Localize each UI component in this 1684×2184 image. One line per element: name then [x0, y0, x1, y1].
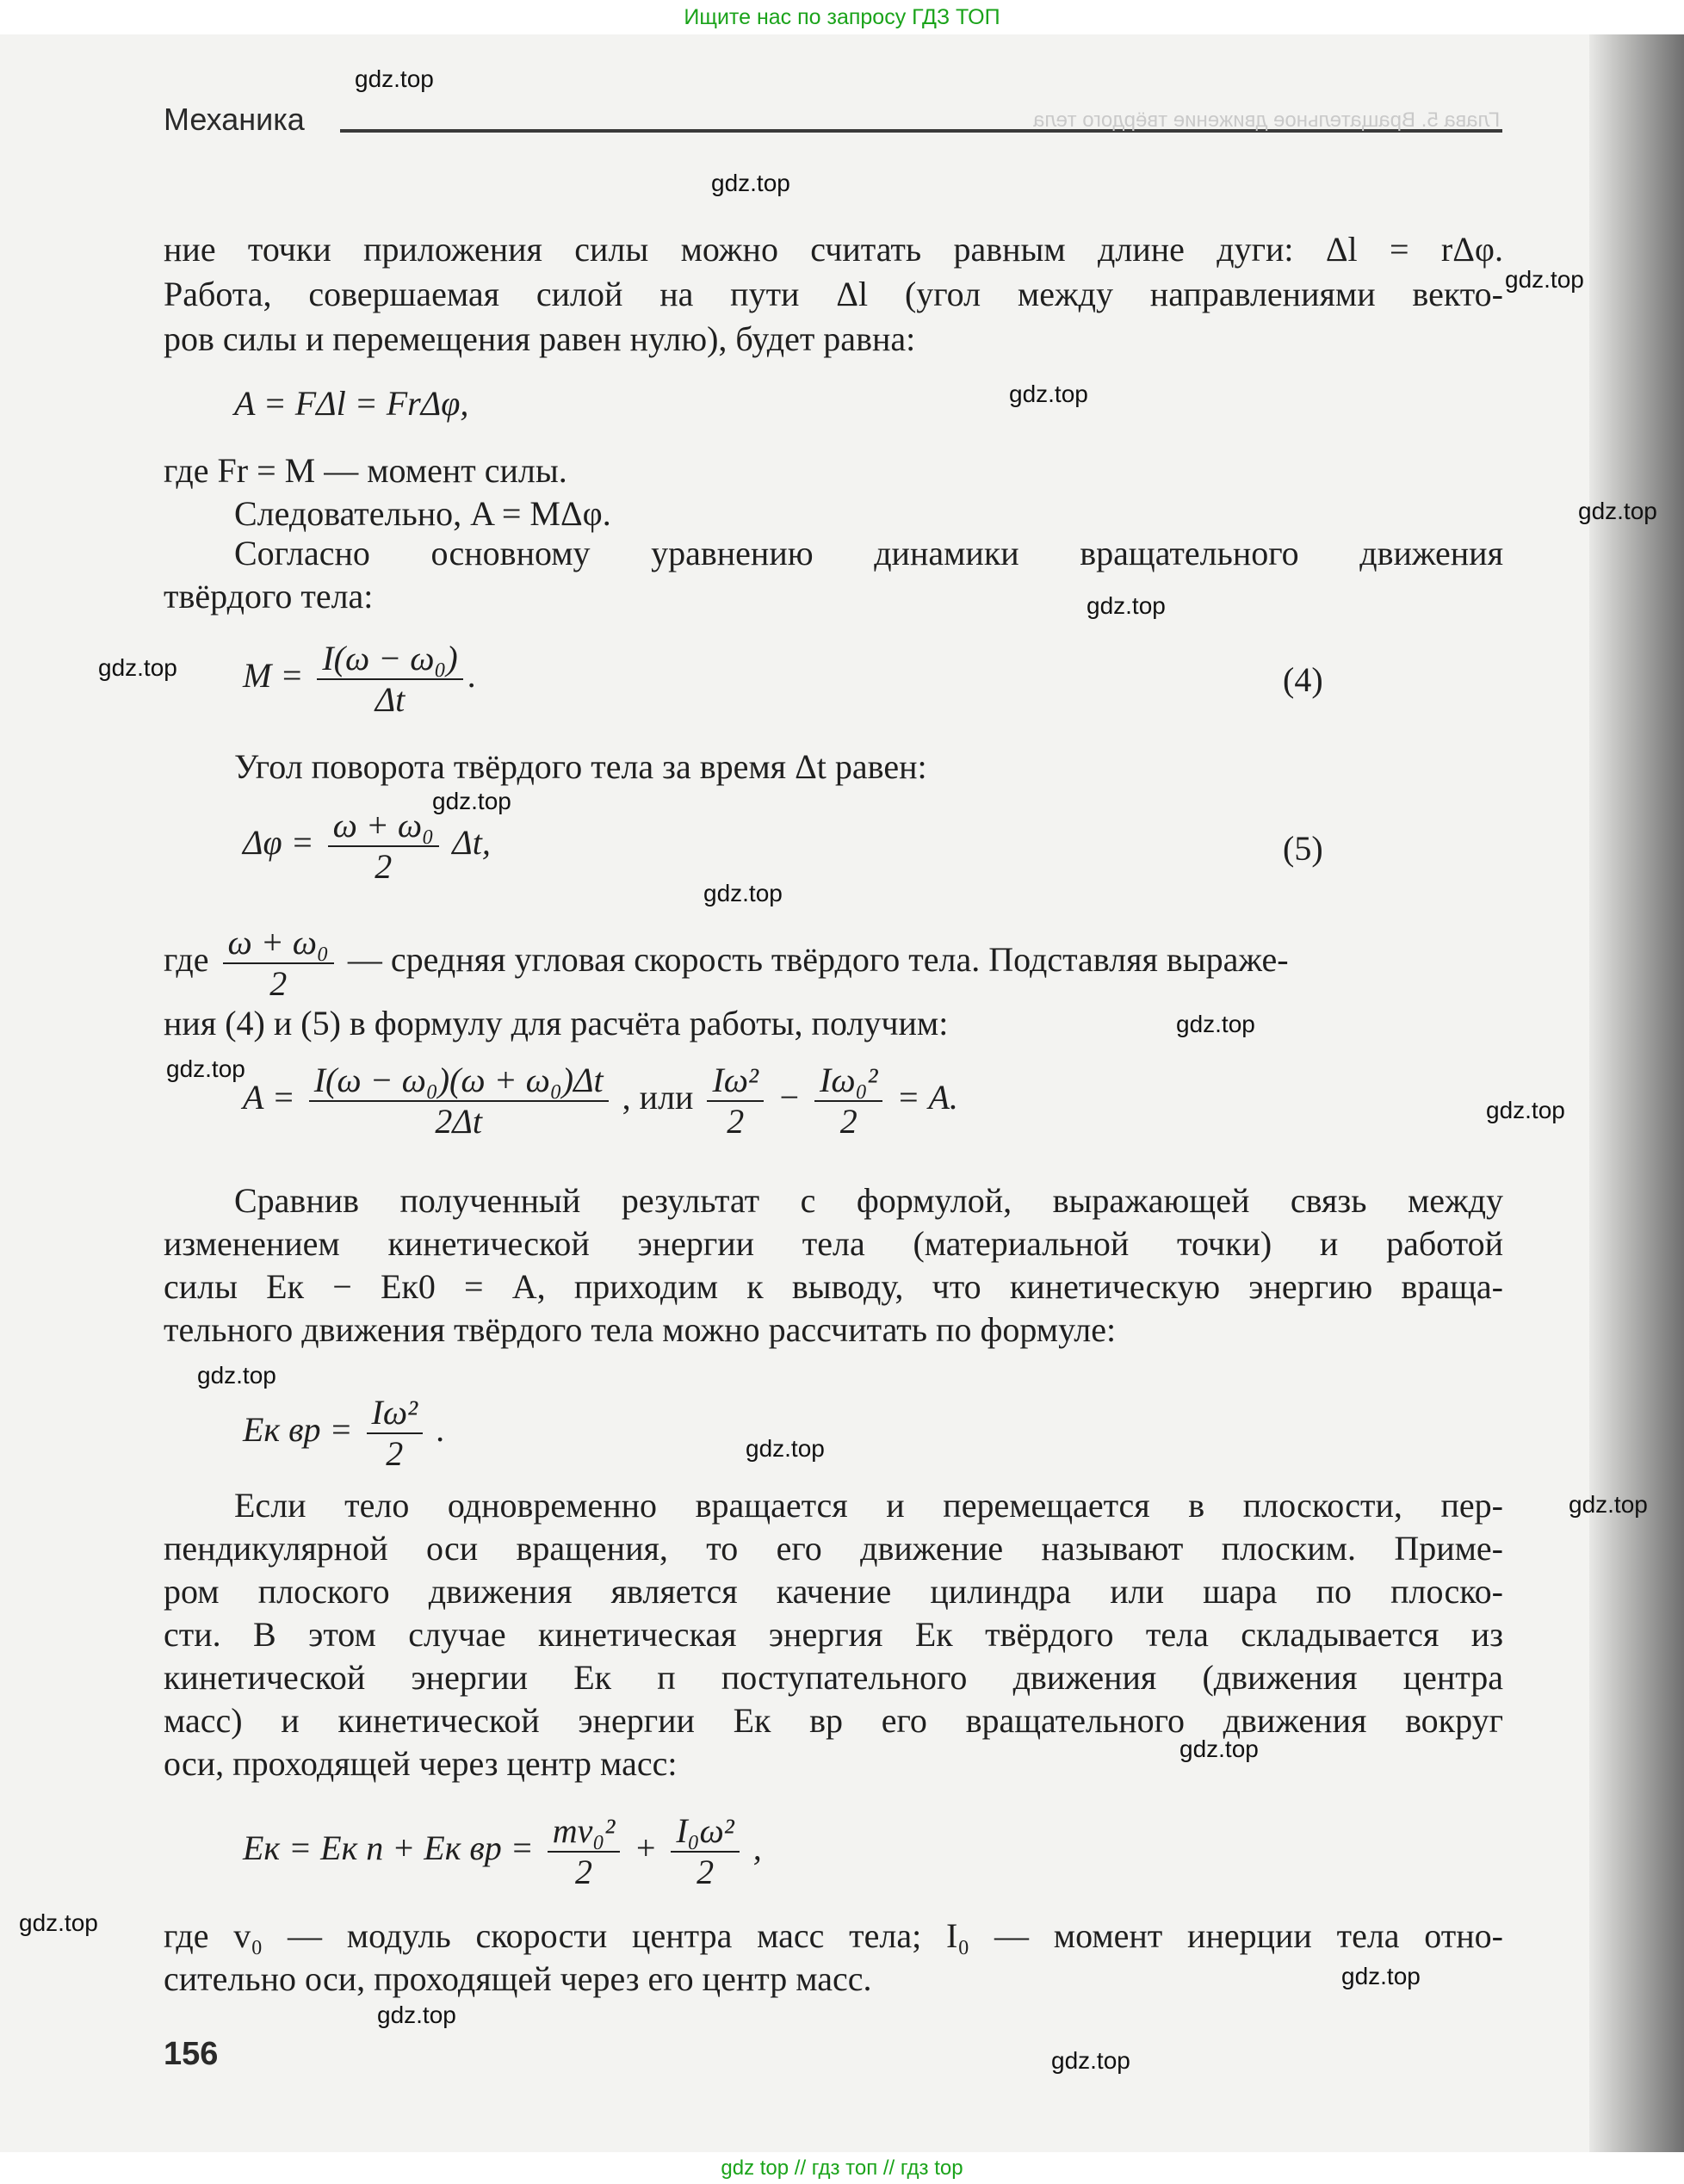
- text-line: ния (4) и (5) в формулу для расчёта работы, получим:: [164, 1004, 949, 1043]
- denominator: 2: [269, 964, 288, 1003]
- eq6-fraction: [309, 1061, 609, 1141]
- bleed-through-header: Глава 5. Вращательное движение твёрдого тела: [1033, 108, 1501, 132]
- eq8-fraction-2: [671, 1811, 739, 1892]
- eq4-fraction: [317, 639, 462, 720]
- top-banner[interactable]: Ищите нас по запросу ГДЗ ТОП: [0, 0, 1684, 34]
- eq6-numerator: I(ω − ω₀)(ω + ω₀)Δt: [309, 1061, 609, 1102]
- equation-6: [243, 1061, 958, 1141]
- page-number: 156: [164, 2036, 219, 2072]
- text-line: масс) и кинетической энергии Eк вр его вращательного движения вокруг: [164, 1701, 1503, 1740]
- numerator: mv₀²: [548, 1811, 621, 1853]
- eq7-fraction: [367, 1393, 424, 1474]
- watermark: gdz.top: [1486, 1097, 1565, 1123]
- watermark: gdz.top: [1179, 1735, 1259, 1762]
- eq4-denominator: Δt: [375, 680, 406, 719]
- text-line: кинетической энергии Eк п поступательного движения (движения центра: [164, 1658, 1503, 1697]
- text-line: сительно оси, проходящей через его центр масс.: [164, 1959, 872, 1998]
- text-line: пендикулярной оси вращения, то его движение называют плоским. Приме-: [164, 1529, 1503, 1568]
- text-line: тельного движения твёрдого тела можно рассчитать по формуле:: [164, 1310, 1117, 1349]
- text-line: оси, проходящей через центр масс:: [164, 1744, 678, 1783]
- watermark: gdz.top: [1009, 380, 1088, 407]
- watermark: gdz.top: [1578, 498, 1657, 524]
- watermark: gdz.top: [432, 788, 511, 814]
- text-line: силы Eк − Eк0 = A, приходим к выводу, что кинетическую энергию враща-: [164, 1267, 1503, 1306]
- eq7-lhs: Eк вр =: [243, 1410, 353, 1450]
- watermark: gdz.top: [377, 2001, 456, 2028]
- equation-8: [243, 1811, 762, 1892]
- eq8-end: ,: [752, 1828, 762, 1868]
- eq5-numerator: ω + ω₀: [328, 806, 439, 847]
- plus-sign: +: [634, 1828, 658, 1868]
- inline-fraction: [223, 923, 334, 1004]
- eq7-denominator: 2: [386, 1434, 404, 1473]
- text: где: [164, 940, 209, 980]
- watermark: gdz.top: [197, 1362, 276, 1389]
- watermark: gdz.top: [19, 1909, 98, 1936]
- text-line: Сравнив полученный результат с формулой, выражающей связь между: [234, 1181, 1503, 1220]
- denominator: 2: [727, 1102, 745, 1141]
- eq8-fraction-1: [548, 1811, 621, 1892]
- eq8-lhs: Eк = Eк п + Eк вр =: [243, 1828, 534, 1868]
- denominator: 2: [575, 1853, 593, 1891]
- eq6-fraction-1: [707, 1061, 764, 1141]
- watermark: gdz.top: [746, 1435, 825, 1462]
- running-header: Механика: [164, 102, 305, 137]
- eq7-numerator: Iω²: [367, 1393, 424, 1434]
- text-line: Угол поворота твёрдого тела за время Δt равен:: [234, 747, 927, 786]
- text-line: Согласно основному уравнению динамики вращательного движения: [234, 534, 1503, 572]
- text-line: изменением кинетической энергии тела (материальной точки) и работой: [164, 1224, 1503, 1263]
- watermark: gdz.top: [703, 880, 783, 906]
- equation-work: A = FΔl = FrΔφ,: [234, 384, 469, 423]
- watermark: gdz.top: [1051, 2047, 1130, 2074]
- binding-shadow: [1589, 0, 1684, 2184]
- text-line: ров силы и перемещения равен нулю), будет равна:: [164, 319, 916, 358]
- watermark: gdz.top: [711, 170, 790, 196]
- watermark: gdz.top: [1505, 266, 1584, 293]
- eq5-rhs: Δt,: [452, 823, 491, 863]
- eq5-denominator: 2: [375, 847, 393, 886]
- text-line: где Fr = M — момент силы.: [164, 451, 567, 490]
- eq5-fraction: [328, 806, 439, 887]
- denominator: 2: [839, 1102, 857, 1141]
- equation-number: (4): [1283, 660, 1323, 699]
- numerator: I₀ω²: [671, 1811, 739, 1853]
- eq6-lhs: A =: [243, 1078, 295, 1117]
- watermark: gdz.top: [1087, 592, 1166, 619]
- eq6-denominator: 2Δt: [435, 1102, 482, 1141]
- equation-number: (5): [1283, 829, 1323, 868]
- watermark: gdz.top: [1569, 1491, 1648, 1518]
- eq6-fraction-2: [814, 1061, 882, 1141]
- bottom-banner[interactable]: gdz top // гдз топ // гдз top: [0, 2152, 1684, 2184]
- eq5-lhs: Δφ =: [243, 823, 314, 863]
- equation-4: M = $\frac{\text{I(ω − ω₀)}}{\Delta t}$ .: [243, 639, 477, 719]
- text-line-with-fraction: [164, 923, 1289, 1004]
- eq7-end: .: [436, 1410, 446, 1450]
- numerator: Iω₀²: [814, 1061, 882, 1102]
- text-line: ние точки приложения силы можно считать равным длине дуги: Δl = rΔφ.: [164, 230, 1503, 269]
- denominator: 2: [697, 1853, 715, 1891]
- numerator: Iω²: [707, 1061, 764, 1102]
- text-line: Если тело одновременно вращается и перемещается в плоскости, пер-: [234, 1486, 1503, 1525]
- text-line: сти. В этом случае кинетическая энергия Eк твёрдого тела складывается из: [164, 1615, 1503, 1654]
- eq6-or: , или: [622, 1078, 694, 1117]
- watermark: gdz.top: [98, 654, 177, 681]
- eq4-numerator: I(ω − ω₀): [317, 639, 462, 680]
- text: — средняя угловая скорость твёрдого тела. Подставляя выраже-: [347, 940, 1289, 980]
- equation-7: [243, 1393, 445, 1474]
- watermark: gdz.top: [1176, 1011, 1255, 1037]
- text-line: Работа, совершаемая силой на пути Δl (угол между направлениями векто-: [164, 275, 1503, 313]
- equation-5: [243, 806, 491, 887]
- watermark: gdz.top: [355, 65, 434, 92]
- minus-sign: −: [777, 1078, 802, 1117]
- eq4-lhs: M =: [243, 656, 304, 696]
- text-line: где v₀ — модуль скорости центра масс тела; I₀ — момент инерции тела отно-: [164, 1916, 1503, 1955]
- text-line: твёрдого тела:: [164, 577, 374, 616]
- text-line: Следовательно, A = MΔφ.: [234, 494, 611, 533]
- numerator: ω + ω₀: [223, 923, 334, 964]
- eq6-end: = A.: [896, 1078, 958, 1117]
- watermark: gdz.top: [1341, 1963, 1421, 1989]
- text-line: ром плоского движения является качение цилиндра или шара по плоско-: [164, 1572, 1503, 1611]
- watermark: gdz.top: [166, 1055, 245, 1082]
